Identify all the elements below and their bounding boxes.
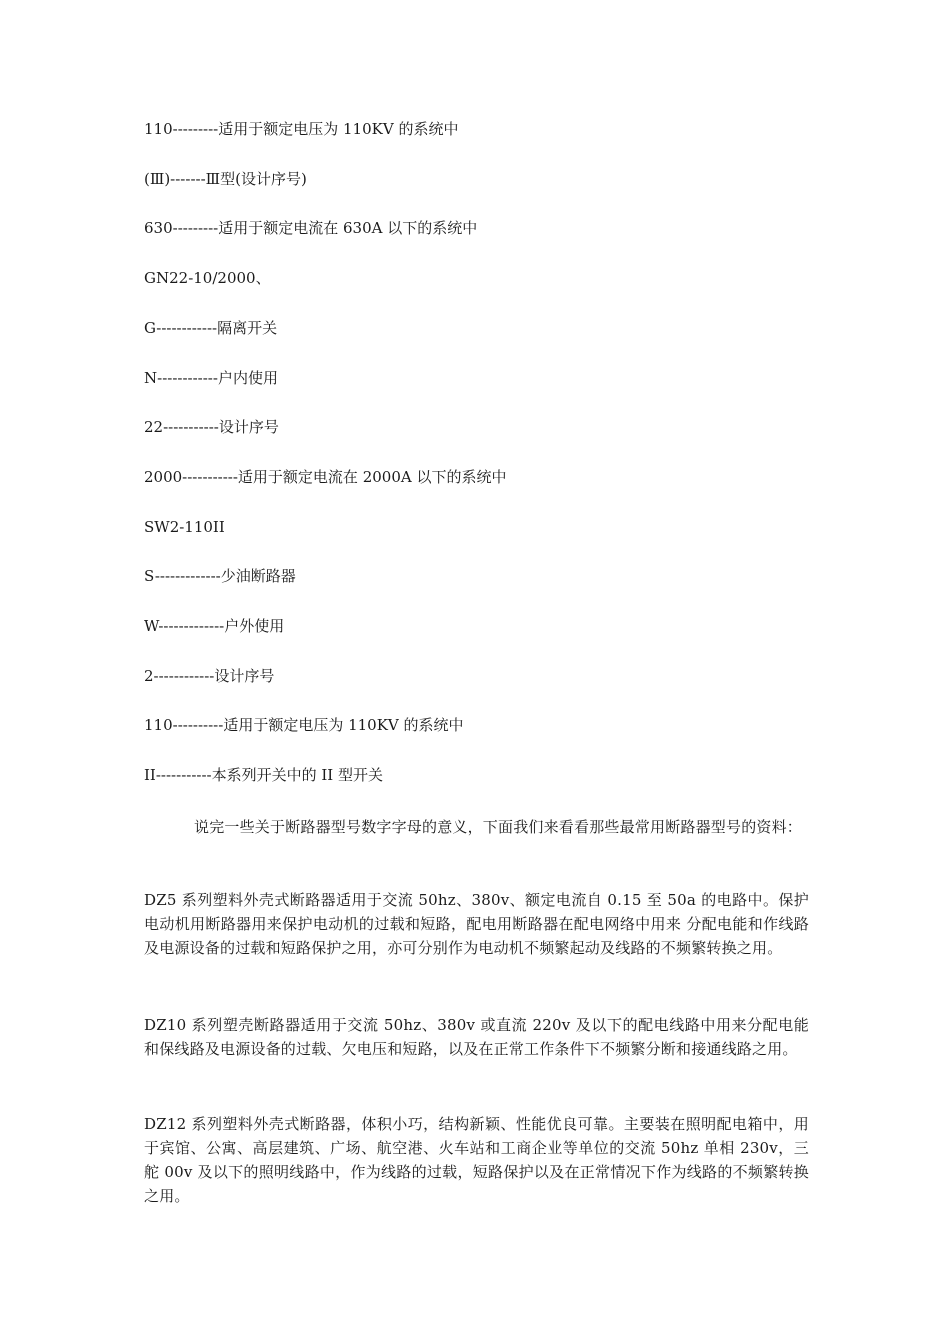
dz12-paragraph: DZ12 系列塑料外壳式断路器，体积小巧，结构新颖、性能优良可靠。主要装在照明配电箱中，用于宾馆、公寓、高层建筑、广场、航空港、火车站和工商企业等单位的交流 50hz 单相 230v，三舵 00v 及以下的照明线路中，作为线路的过载，短路保护以及在正常情况下作为线路的不频繁转换之用。	[144, 1115, 809, 1205]
spec-line: 2------------设计序号	[144, 667, 275, 685]
spec-line: G------------隔离开关	[144, 319, 278, 337]
intro-paragraph: 说完一些关于断路器型号数字字母的意义，下面我们来看看那些最常用断路器型号的资料：	[194, 818, 803, 836]
spec-line: S-------------少油断路器	[144, 567, 296, 585]
spec-line: 110---------适用于额定电压为 110KV 的系统中	[144, 120, 459, 138]
dz10-paragraph: DZ10 系列塑壳断路器适用于交流 50hz、380v 或直流 220v 及以下的配电线路中用来分配电能和保线路及电源设备的过载、欠电压和短路，以及在正常工作条件下不频繁分断和接通线路之用。	[144, 1016, 809, 1058]
spec-line: (Ⅲ)-------Ⅲ型(设计序号)	[144, 170, 307, 188]
model-heading: GN22-10/2000、	[144, 269, 271, 287]
spec-line: 2000-----------适用于额定电流在 2000A 以下的系统中	[144, 468, 507, 486]
model-heading: SW2-110II	[144, 518, 225, 536]
dz5-paragraph: DZ5 系列塑料外壳式断路器适用于交流 50hz、380v、额定电流自 0.15 至 50a 的电路中。保护电动机用断路器用来保护电动机的过载和短路，配电用断路器在配电网络中用来 分配电能和作线路及电源设备的过载和短路保护之用，亦可分别作为电动机不频繁起动及线路的不频繁转换之用。	[144, 891, 809, 957]
spec-line: II-----------本系列开关中的 II 型开关	[144, 766, 383, 784]
spec-line: 22-----------设计序号	[144, 418, 279, 436]
spec-line: 630---------适用于额定电流在 630A 以下的系统中	[144, 219, 478, 237]
spec-line: N------------户内使用	[144, 369, 278, 387]
spec-line: 110----------适用于额定电压为 110KV 的系统中	[144, 716, 464, 734]
spec-line: W-------------户外使用	[144, 617, 285, 635]
